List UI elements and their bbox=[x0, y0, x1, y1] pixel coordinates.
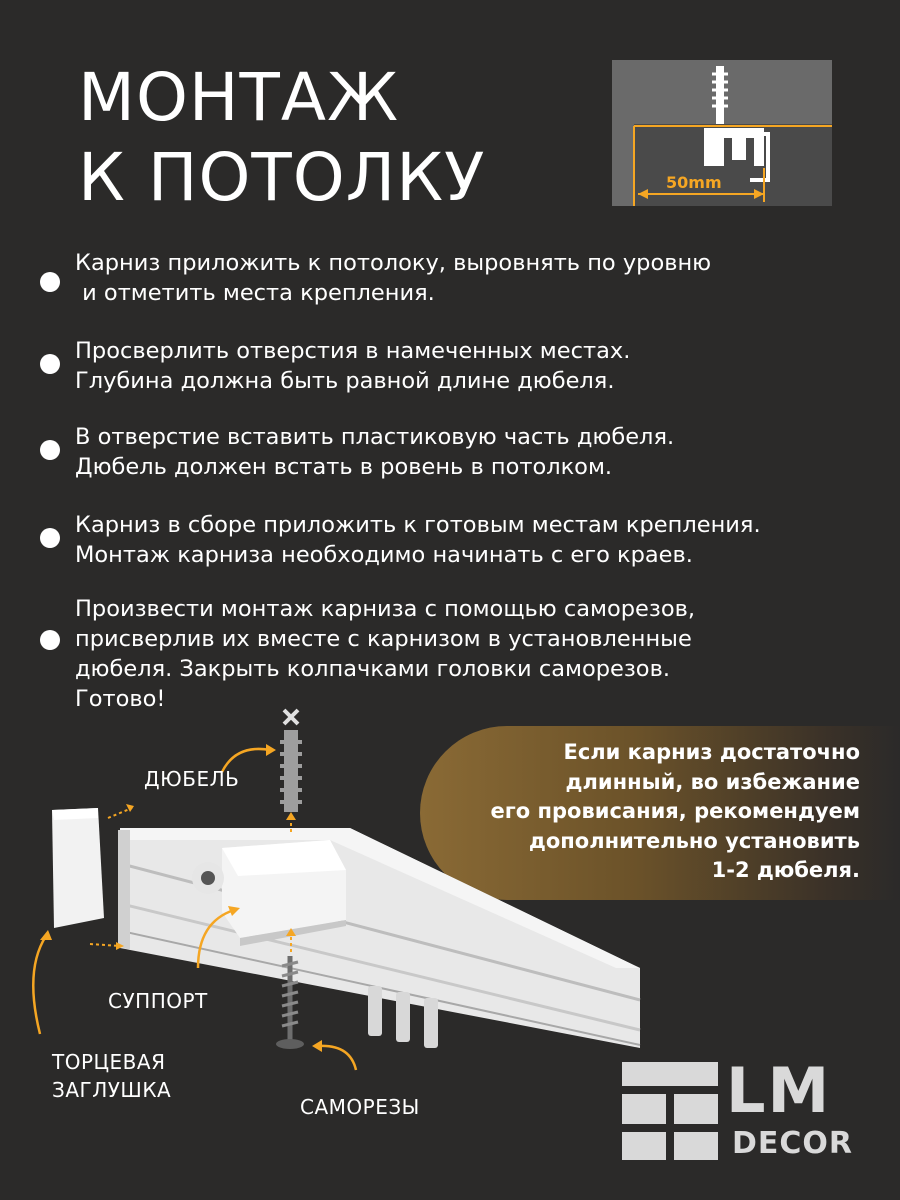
bullet-icon bbox=[40, 528, 60, 548]
bullet-icon bbox=[40, 354, 60, 374]
screws-label: САМОРЕЗЫ bbox=[300, 1095, 420, 1119]
step-1-text: Карниз приложить к потолоку, выровнять по уровню и отметить места крепления. bbox=[75, 250, 712, 306]
logo-grid-icon bbox=[622, 1062, 722, 1162]
step-5-text: Произвести монтаж карниза с помощью саморезов, присверлив их вместе с карнизом в установленные дюбеля. Закрыть колпачками головки саморезов. Готово! bbox=[75, 596, 696, 712]
recommendation-text: Если карниз достаточно длинный, во избежание его провисания, рекомендуем дополнительно установить 1-2 дюбеля. bbox=[490, 740, 860, 882]
logo-subtitle: DECOR bbox=[732, 1126, 854, 1161]
page-title bbox=[78, 58, 485, 218]
ceiling-mount-diagram bbox=[612, 60, 832, 206]
step-3-text: В отверстие вставить пластиковую часть дюбеля. Дюбель должен встать в ровень в потолком. bbox=[75, 424, 675, 480]
support-label: СУППОРТ bbox=[108, 989, 208, 1013]
logo-mark: LM bbox=[726, 1054, 832, 1127]
bullet-icon bbox=[40, 440, 60, 460]
bullet-icon bbox=[40, 272, 60, 292]
bullet-icon bbox=[40, 630, 60, 650]
end-cap-label: ТОРЦЕВАЯ ЗАГЛУШКА bbox=[52, 1050, 172, 1102]
step-2-text: Просверлить отверстия в намеченных местах. Глубина должна быть равной длине дюбеля. bbox=[75, 338, 631, 394]
dimension-label: 50mm bbox=[666, 173, 722, 192]
title-line-2: К ПОТОЛКУ bbox=[78, 139, 486, 216]
brand-logo bbox=[622, 1054, 862, 1162]
step-4-text: Карниз в сборе приложить к готовым местам крепления. Монтаж карниза необходимо начинать с его краев. bbox=[75, 512, 761, 568]
dowel-label: ДЮБЕЛЬ bbox=[144, 767, 240, 791]
title-line-1: МОНТАЖ bbox=[78, 59, 400, 136]
